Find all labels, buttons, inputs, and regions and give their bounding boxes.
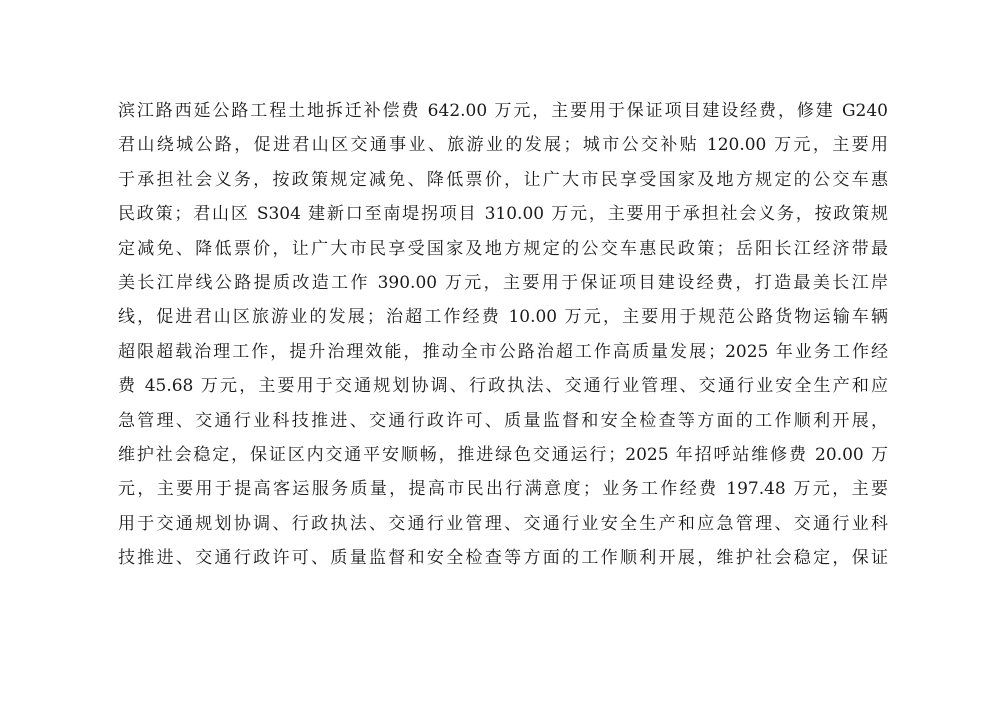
text-line: 于承担社会义务，按政策规定减免、降低票价，让广大市民享受国家及地方规定的公交车惠 [118, 169, 888, 190]
text-line: 君山绕城公路，促进君山区交通事业、旅游业的发展；城市公交补贴 120.00 万元，主要用 [118, 135, 888, 156]
text-line: 美长江岸线公路提质改造工作 390.00 万元，主要用于保证项目建设经费，打造最美长江岸 [118, 272, 888, 293]
text-line: 定减免、降低票价，让广大市民享受国家及地方规定的公交车惠民政策；岳阳长江经济带最 [118, 238, 888, 259]
text-line: 技推进、交通行政许可、质量监督和安全检查等方面的工作顺利开展，维护社会稳定，保证 [118, 548, 888, 569]
text-line: 元，主要用于提高客运服务质量，提高市民出行满意度；业务工作经费 197.48 万元，主要 [118, 479, 888, 500]
text-line: 超限超载治理工作，提升治理效能，推动全市公路治超工作高质量发展；2025 年业务工作经 [118, 341, 888, 362]
text-line: 费 45.68 万元，主要用于交通规划协调、行政执法、交通行业管理、交通行业安全生产和应 [118, 376, 888, 397]
body-paragraph [118, 94, 888, 575]
text-line: 滨江路西延公路工程土地拆迁补偿费 642.00 万元，主要用于保证项目建设经费，修建 G240 [118, 101, 888, 121]
text-line: 民政策；君山区 S304 建新口至南堤拐项目 310.00 万元，主要用于承担社会义务，按政策规 [118, 204, 888, 225]
text-line: 急管理、交通行业科技推进、交通行政许可、质量监督和安全检查等方面的工作顺利开展， [118, 410, 888, 431]
text-line: 线，促进君山区旅游业的发展；治超工作经费 10.00 万元，主要用于规范公路货物运输车辆 [118, 307, 888, 328]
text-line: 维护社会稳定，保证区内交通平安顺畅，推进绿色交通运行；2025 年招呼站维修费 20.00 万 [118, 444, 888, 465]
text-line: 用于交通规划协调、行政执法、交通行业管理、交通行业安全生产和应急管理、交通行业科 [118, 513, 888, 534]
